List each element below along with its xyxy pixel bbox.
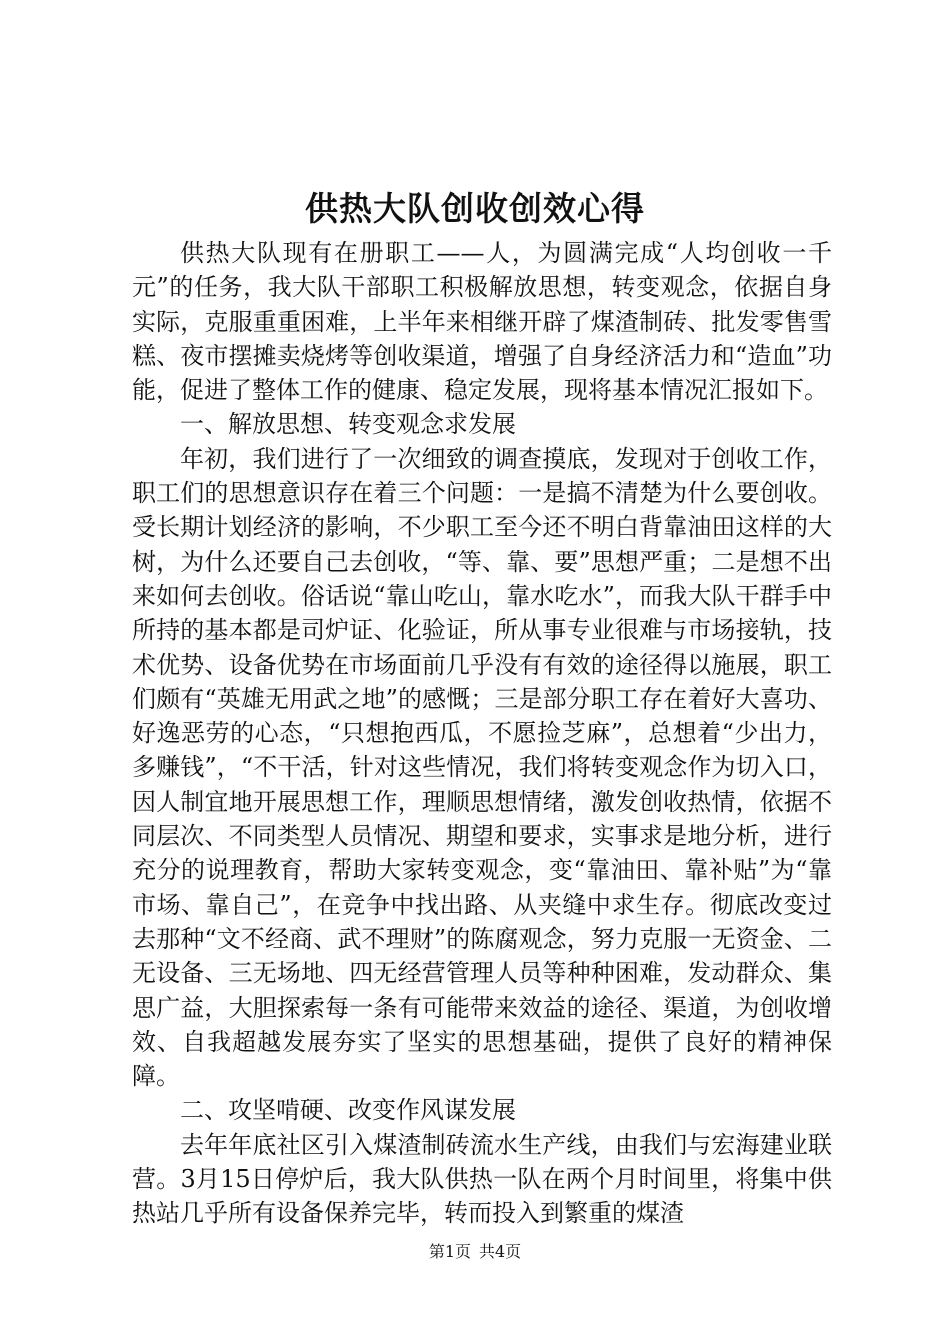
section-heading-2: 二、攻坚啃硬、改变作风谋发展 — [180, 1096, 516, 1125]
page-footer — [0, 1242, 950, 1262]
document-title: 供热大队创收创效心得 — [305, 189, 645, 228]
section-heading-1: 一、解放思想、转变观念求发展 — [180, 410, 516, 439]
page-number: 第1页 — [428, 1242, 471, 1261]
section-paragraph-1: 年初，我们进行了一次细致的调查摸底，发现对于创收工作，职工们的思想意识存在着三个问题：一是搞不清楚为什么要创收。受长期计划经济的影响，不少职工至今还不明白背靠油田这样的大树，为什么还要自己去创收，“等、靠、要”思想严重；二是想不出来如何去创收。俗话说“靠山吃山，靠水吃水”，而我大队干群手中所持的基本都是司炉证、化验证，所从事专业很难与市场接轨，技术优势、设备优势在市场面前几乎没有有效的途径得以施展，职工们颇有“英雄无用武之地”的感慨；三是部分职工存在着好大喜功、好逸恶劳的心态，“只想抱西瓜，不愿捡芝麻”，总想着“少出力，多赚钱”，“不干活，针对这些情况，我们将转变观念作为切入口，因人制宜地开展思想工作，理顺思想情绪，激发创收热情，依据不同层次、不同类型人员情况、期望和要求，实事求是地分析，进行充分的说理教育，帮助大家转变观念，变“靠油田、靠补贴”为“靠市场、靠自己”，在竞争中找出路、从夹缝中求生存。彻底改变过去那种“文不经商、武不理财”的陈腐观念，努力克服一无资金、二无设备、三无场地、四无经营管理人员等种种困难，发动群众、集思广益，大胆探索每一条有可能带来效益的途径、渠道，为创收增效、自我超越发展夯实了坚实的思想基础，提供了良好的精神保障。 — [132, 444, 832, 1091]
intro-paragraph: 供热大队现有在册职工——人，为圆满完成“人均创收一千元”的任务，我大队干部职工积极解放思想，转变观念，依据自身实际，克服重重困难，上半年来相继开辟了煤渣制砖、批发零售雪糕、夜市摆摊卖烧烤等创收渠道，增强了自身经济活力和“造血”功能，促进了整体工作的健康、稳定发展，现将基本情况汇报如下。 — [132, 239, 832, 405]
document-body — [132, 236, 832, 1231]
page-total: 共4页 — [479, 1242, 522, 1261]
section-paragraph-2: 去年年底社区引入煤渣制砖流水生产线，由我们与宏海建业联营。3月15日停炉后，我大队供热一队在两个月时间里，将集中供热站几乎所有设备保养完毕，转而投入到繁重的煤渣 — [132, 1130, 832, 1228]
